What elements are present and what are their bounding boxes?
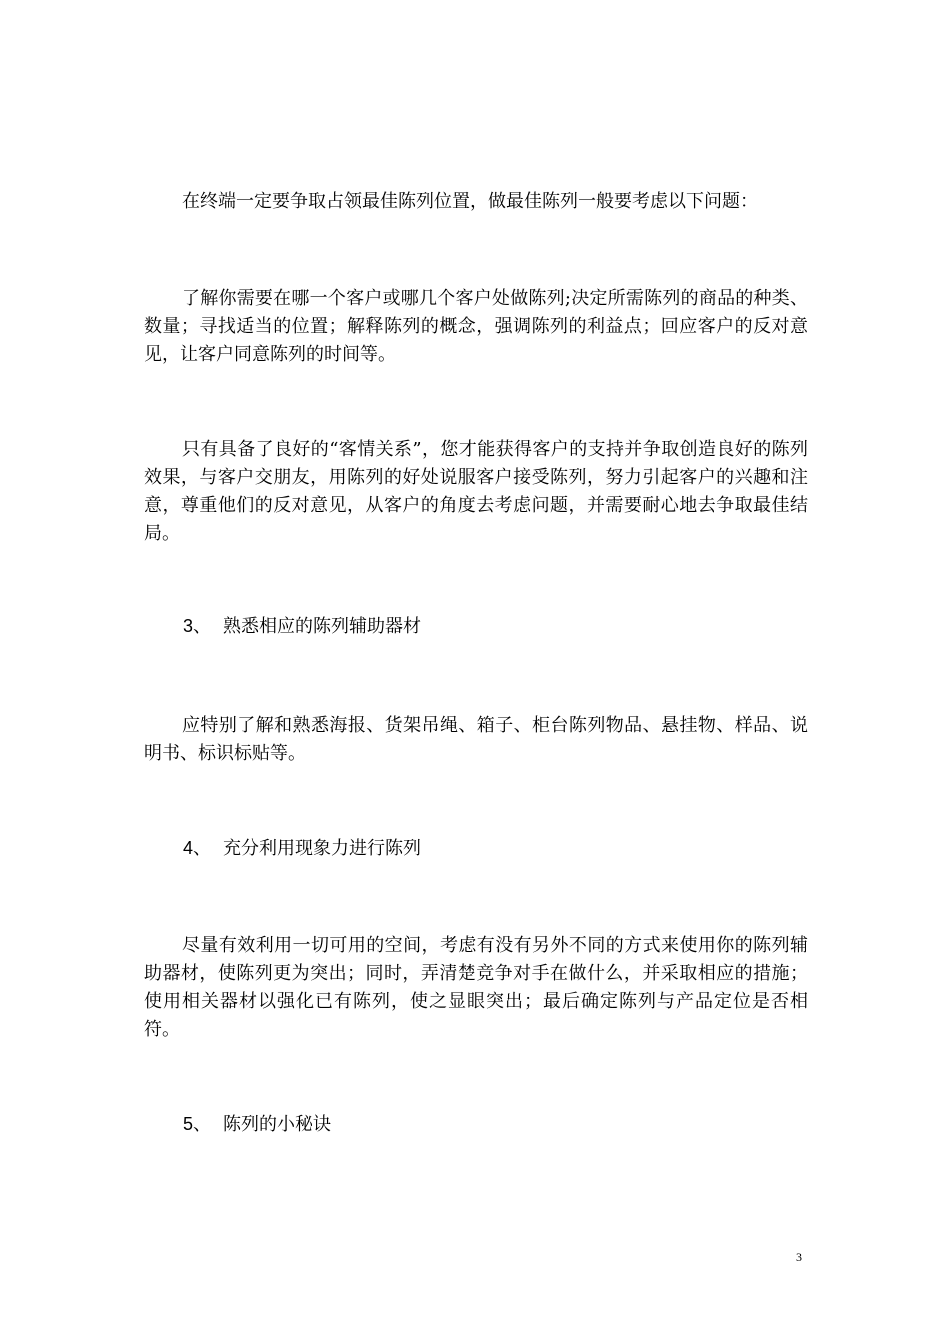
section-title: 陈列的小秘诀 bbox=[223, 1114, 331, 1135]
section-number: 5、 bbox=[183, 1114, 212, 1134]
section-heading-5 bbox=[183, 1110, 783, 1139]
paragraph-display-steps: 了解你需要在哪一个客户或哪几个客户处做陈列;决定所需陈列的商品的种类、数量；寻找适当的位置；解释陈列的概念，强调陈列的利益点；回应客户的反对意见，让客户同意陈列的时间等。 bbox=[144, 288, 808, 365]
paragraph-display-materials: 应特别了解和熟悉海报、货架吊绳、箱子、柜台陈列物品、悬挂物、样品、说明书、标识标贴等。 bbox=[144, 715, 808, 764]
section-number: 3、 bbox=[183, 616, 212, 636]
section-title: 熟悉相应的陈列辅助器材 bbox=[223, 616, 421, 637]
paragraph-client-relations: 只有具备了良好的“客情关系”，您才能获得客户的支持并争取创造良好的陈列效果，与客户交朋友，用陈列的好处说服客户接受陈列，努力引起客户的兴趣和注意，尊重他们的反对意见，从客户的角度去考虑问题，并需要耐心地去争取最佳结局。 bbox=[144, 439, 808, 544]
section-heading-4 bbox=[183, 834, 783, 863]
paragraph-use-space: 尽量有效利用一切可用的空间，考虑有没有另外不同的方式来使用你的陈列辅助器材，使陈列更为突出；同时，弄清楚竞争对手在做什么，并采取相应的措施；使用相关器材以强化已有陈列，使之显眼突出；最后确定陈列与产品定位是否相符。 bbox=[144, 935, 808, 1040]
paragraph-intro: 在终端一定要争取占领最佳陈列位置，做最佳陈列一般要考虑以下问题： bbox=[182, 191, 758, 212]
section-number: 4、 bbox=[183, 838, 212, 858]
page-number: 3 bbox=[796, 1250, 802, 1264]
section-title: 充分利用现象力进行陈列 bbox=[223, 838, 421, 859]
section-heading-3 bbox=[183, 612, 783, 641]
